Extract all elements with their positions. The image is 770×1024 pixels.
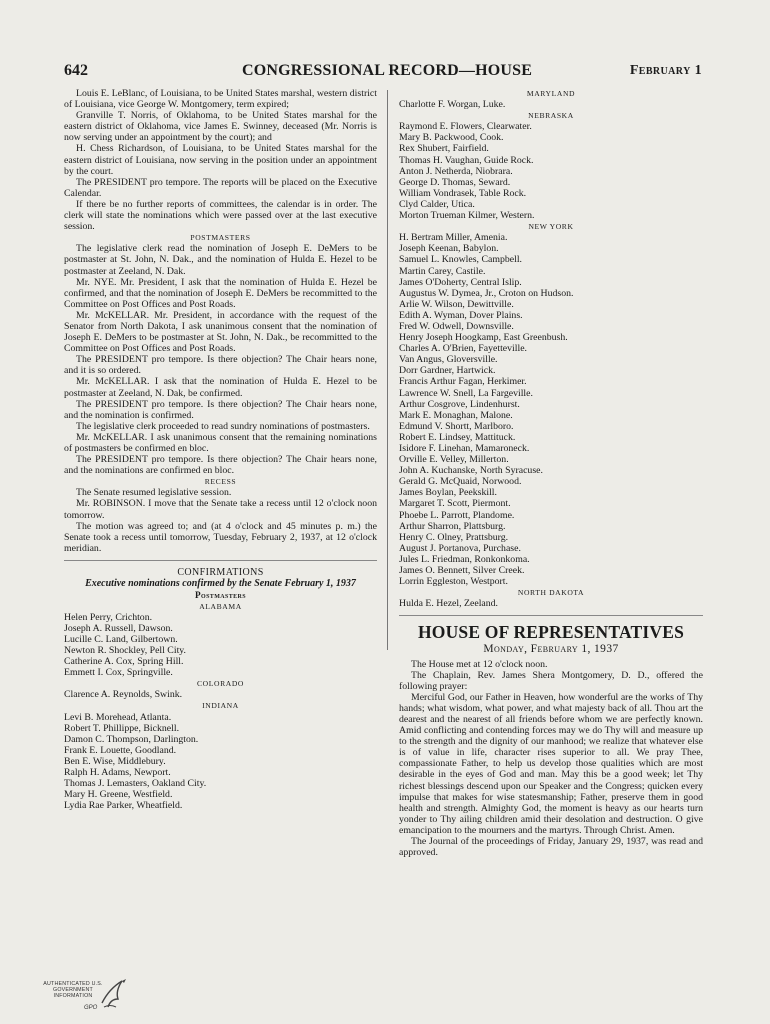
nominee-entry: James Boylan, Peekskill.	[399, 487, 497, 499]
nominee-entry: Arthur Cosgrove, Lindenhurst.	[399, 398, 520, 410]
nominee-entry: Arthur Sharron, Plattsburg.	[399, 520, 506, 532]
confirmations-subheading: Executive nominations confirmed by the Senate February 1, 1937	[85, 578, 356, 590]
nominee-entry: Arlie W. Wilson, Dewittville.	[399, 298, 514, 310]
nominee-entry: Henry Joseph Hoogkamp, East Greenbush.	[399, 332, 568, 344]
paragraph: Merciful God, our Father in Heaven, how wonderful are the works of Thy hands; what wisdom, what power, and what majesty back of all. Thou art the dearest and the nearest of all friends before whom we are perfectly known. Amid conflicting and contending forces may we do Thy will and measure up to the strength and the dignity of our manhood; we realize that whatever else is of value in life, character rises superior to all. We pray Thee, compassionate Father, to help us develop those qualities which are most desirable in the eyes of God and man. May this be a good week; let Thy richest blessings descend upon our Speaker and the Congress; quicken every impulse that makes for wise statesmanship; Father, preserve them in good health and strength. Almighty God, the moment is heavy as our hearts turn yonder to Thy ailing children amid their desolation and destruction. O give emancipation to the mourners and the martyrs. Through Christ. Amen.	[399, 691, 703, 836]
nominee-entry: Charlotte F. Worgan, Luke.	[399, 99, 506, 111]
running-header	[64, 62, 704, 84]
section-heading-recess: RECESS	[204, 477, 237, 487]
nominee-entry: James O'Doherty, Central Islip.	[399, 276, 522, 288]
paragraph: The Chaplain, Rev. James Shera Montgomery, D. D., offered the following prayer:	[399, 669, 703, 692]
postmasters-label: Postmasters	[194, 589, 247, 600]
nominee-entry: Francis Arthur Fagan, Herkimer.	[399, 376, 527, 388]
nominee-entry: Phoebe L. Parrott, Plandome.	[399, 509, 515, 521]
paragraph: Mr. McKELLAR. I ask that the nomination of Hulda E. Hezel to be postmaster at Zeeland, N. Dak, be confirmed.	[64, 376, 377, 399]
section-rule	[399, 615, 703, 616]
nominee-entry: Catherine A. Cox, Spring Hill.	[64, 656, 184, 668]
nominee-entry: Van Angus, Gloversville.	[399, 354, 498, 366]
paragraph: The PRESIDENT pro tempore. Is there objection? The Chair hears none, and the nomination is confirmed.	[64, 398, 377, 421]
nominee-entry: Clarence A. Reynolds, Swink.	[64, 689, 183, 701]
paragraph: The PRESIDENT pro tempore. Is there objection? The Chair hears none, and it is so ordered.	[64, 354, 377, 377]
eagle-icon	[98, 977, 128, 1011]
nominee-entry: Newton R. Shockley, Pell City.	[64, 645, 187, 656]
nominee-entry: Damon C. Thompson, Darlington.	[64, 733, 199, 745]
nominee-entry: Lydia Rae Parker, Wheatfield.	[64, 800, 183, 812]
section-rule	[64, 560, 377, 561]
nominee-entry: John A. Kuchanske, North Syracuse.	[399, 465, 543, 477]
nominee-entry: Jules L. Friedman, Ronkonkoma.	[399, 553, 530, 565]
nominee-entry: Robert T. Phillippe, Bicknell.	[64, 722, 180, 734]
nominee-entry: Frank E. Louette, Goodland.	[64, 744, 177, 756]
page-number: 642	[64, 62, 88, 79]
nominee-entry: James O. Bennett, Silver Creek.	[399, 565, 525, 577]
running-title: CONGRESSIONAL RECORD—HOUSE	[242, 62, 533, 79]
paragraph: The legislative clerk proceeded to read sundry nominations of postmasters.	[76, 420, 370, 432]
confirmations-heading: CONFIRMATIONS	[177, 566, 264, 578]
nominee-entry: Henry C. Olney, Prattsburg.	[399, 531, 509, 543]
paragraph: H. Chess Richardson, of Louisiana, to be United States marshal for the eastern district of Louisiana, now serving in the position under an appointment by the court.	[64, 143, 377, 177]
house-heading: HOUSE OF REPRESENTATIVES	[417, 622, 685, 643]
state-heading: NORTH DAKOTA	[517, 588, 585, 598]
paragraph: Mr. ROBINSON. I move that the Senate take a recess until 12 o'clock noon tomorrow.	[64, 498, 377, 521]
state-heading: ALABAMA	[199, 601, 242, 611]
state-heading: INDIANA	[202, 701, 239, 711]
nominee-entry: Clyd Calder, Utica.	[399, 198, 475, 210]
paragraph: Mr. McKELLAR. Mr. President, in accordance with the request of the Senator from North Dakota, I ask unanimous consent that the nomination of Joseph E. DeMers to be postmaster at St. John, N. Dak., be recommitted to the Committee on Post Offices and Post Roads.	[64, 309, 377, 355]
nominee-entry: H. Bertram Miller, Amenia.	[399, 232, 508, 244]
nominee-entry: Edmund V. Shortt, Marlboro.	[399, 420, 514, 432]
paragraph: The House met at 12 o'clock noon.	[411, 658, 548, 670]
nominee-entry: Edith A. Wyman, Dover Plains.	[399, 309, 523, 321]
nominee-entry: Thomas H. Vaughan, Guide Rock.	[399, 154, 534, 166]
paragraph: The PRESIDENT pro tempore. The reports will be placed on the Executive Calendar.	[64, 176, 377, 199]
nominee-entry: Morton Trueman Kilmer, Western.	[399, 210, 535, 222]
paragraph: Louis E. LeBlanc, of Louisiana, to be United States marshal, western district of Louisiana, vice George W. Montgomery, term expired;	[64, 88, 377, 111]
nominee-entry: Raymond E. Flowers, Clearwater.	[399, 121, 532, 133]
house-date: Monday, February 1, 1937	[483, 643, 619, 656]
paragraph: The Journal of the proceedings of Friday, January 29, 1937, was read and approved.	[399, 836, 703, 859]
nominee-entry: Charles A. O'Brien, Fayetteville.	[399, 343, 528, 355]
paragraph: The PRESIDENT pro tempore. Is there objection? The Chair hears none, and the nominations are confirmed en bloc.	[64, 454, 377, 477]
left-column	[64, 88, 377, 811]
nominee-entry: Dorr Gardner, Hartwick.	[399, 365, 496, 377]
nominee-entry: Augustus W. Dymea, Jr., Croton on Hudson.	[399, 287, 574, 299]
state-heading: NEW YORK	[528, 222, 574, 232]
gpo-logo-text: AUTHENTICATED U.S. GOVERNMENT INFORMATION	[43, 981, 103, 1000]
paragraph: The legislative clerk read the nomination of Joseph E. DeMers to be postmaster at St. John, N. Dak., and the nomination of Hulda E. Hezel to be postmaster at Zeeland, N. Dak.	[64, 243, 377, 277]
paragraph: Mr. NYE. Mr. President, I ask that the nomination of Hulda E. Hezel be confirmed, and that the nomination of Joseph E. DeMers be recommitted to the Committee on Post Offices and Post Roads.	[64, 276, 377, 310]
nominee-entry: Helen Perry, Crichton.	[64, 611, 153, 623]
nominee-entry: Orville E. Velley, Millerton.	[399, 454, 509, 466]
right-column	[399, 88, 703, 858]
running-date: February 1	[629, 63, 702, 78]
paragraph: The Senate resumed legislative session.	[76, 487, 232, 499]
section-heading-postmasters: POSTMASTERS	[190, 233, 251, 243]
paragraph: Mr. McKELLAR. I ask unanimous consent that the remaining nominations of postmasters be confirmed en bloc.	[64, 431, 377, 454]
nominee-entry: Emmett I. Cox, Springville.	[64, 667, 173, 679]
nominee-entry: Robert E. Lindsey, Mattituck.	[399, 431, 516, 443]
nominee-entry: Mary B. Packwood, Cook.	[399, 132, 504, 144]
gpo-authentication-logo	[34, 975, 134, 1017]
nominee-entry: William Vondrasek, Table Rock.	[399, 187, 527, 199]
nominee-entry: Levi B. Morehead, Atlanta.	[64, 711, 172, 723]
nominee-entry: Margaret T. Scott, Piermont.	[399, 498, 511, 510]
nominee-entry: Isidore F. Linehan, Mamaroneck.	[399, 443, 530, 454]
nominee-entry: Martin Carey, Castile.	[399, 265, 486, 277]
nominee-entry: August J. Portanova, Purchase.	[399, 542, 521, 554]
nominee-entry: Lucille C. Land, Gilbertown.	[64, 633, 178, 645]
column-divider	[387, 90, 388, 650]
nominee-entry: Joseph A. Russell, Dawson.	[64, 622, 173, 634]
paragraph: Granville T. Norris, of Oklahoma, to be United States marshal for the eastern district of Oklahoma, vice James E. Swinney, deceased (Mr. Norris is now serving under an appointment by the court); and	[64, 110, 377, 144]
nominee-entry: Anton J. Netherda, Niobrara.	[399, 165, 513, 177]
nominee-entry: Mark E. Monaghan, Malone.	[399, 409, 513, 421]
nominee-entry: Hulda E. Hezel, Zeeland.	[399, 598, 499, 610]
nominee-entry: Mary H. Greene, Westfield.	[64, 789, 173, 801]
state-heading: NEBRASKA	[528, 111, 574, 121]
nominee-entry: George D. Thomas, Seward.	[399, 176, 511, 188]
paragraph: The motion was agreed to; and (at 4 o'clock and 45 minutes p. m.) the Senate took a recess until tomorrow, Tuesday, February 2, 1937, at 12 o'clock meridian.	[64, 520, 377, 554]
nominee-entry: Gerald G. McQuaid, Norwood.	[399, 476, 522, 488]
nominee-entry: Ben E. Wise, Middlebury.	[64, 755, 166, 767]
gpo-abbr: GPO	[84, 1005, 98, 1011]
state-heading: COLORADO	[197, 679, 244, 689]
paragraph: If there be no further reports of committees, the calendar is in order. The clerk will state the nominations which were passed over at the last executive session.	[64, 198, 377, 233]
nominee-entry: Lorrin Eggleston, Westport.	[399, 576, 508, 588]
nominee-entry: Joseph Keenan, Babylon.	[399, 243, 499, 255]
nominee-entry: Samuel L. Knowles, Campbell.	[399, 254, 522, 266]
nominee-entry: Rex Shubert, Fairfield.	[399, 143, 489, 155]
nominee-entry: Thomas J. Lemasters, Oakland City.	[64, 778, 207, 790]
nominee-entry: Lawrence W. Snell, La Fargeville.	[399, 387, 533, 399]
nominee-entry: Fred W. Odwell, Downsville.	[399, 320, 514, 332]
nominee-entry: Ralph H. Adams, Newport.	[64, 767, 171, 779]
state-heading: MARYLAND	[526, 89, 576, 98]
